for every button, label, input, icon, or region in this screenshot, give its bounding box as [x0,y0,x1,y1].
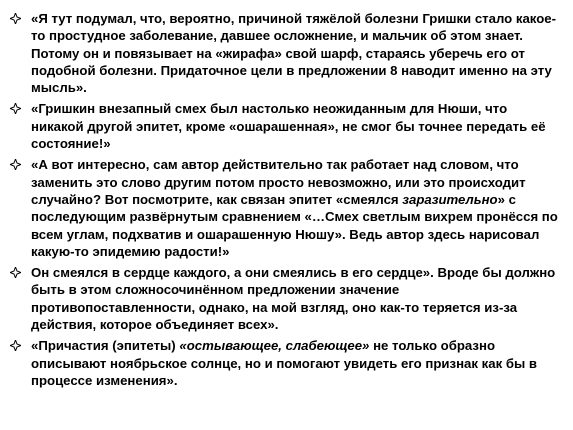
bullet-item-2 [10,100,563,152]
bullet-item-1 [10,10,563,96]
diamond-bullet-icon [10,159,21,170]
text-run: Он смеялся в сердце каждого, а они смеялись в его сердце». Вроде бы должно быть в этом сложносочинённом предложении значение противопоставленности, однако, на мой взгляд, оно как-то теряется из-за действия, которое объединяет всех». [31,265,556,333]
bullet-text [31,264,563,333]
text-run: » с последующим развёрнутым сравнением «…Смех светлым вихрем пронёсся по всем углам, подхватив и ошарашенную Нюшу». Ведь автор здесь нарисовал какую-то эпидемию радости!» [31,191,558,259]
text-run: не только образно описывают ноябрьское солнце, но и помогают увидеть его признак как бы в процессе изменения». [31,338,538,388]
bullet-text [31,337,563,389]
text-run: «А вот интересно, сам автор действительно так работает над словом, что заменить это слово другим потом просто невозможно, или это происходит случайно? Вот посмотрите, как связан эпитет «смеялся [31,157,526,207]
italic-text-run: заразительно [402,191,498,207]
bullet-item-5 [10,337,563,389]
text-run: «Я тут подумал, что, вероятно, причиной тяжёлой болезни Гришки стало какое-то простудное заболевание, давшее осложнение, и мальчик об этом знает. Потому он и повязывает на «жирафа» свой шарф, стараясь уберечь его от подобной болезни. Придаточное цели в предложении 8 наводит именно на эту мысль». [31,11,557,96]
diamond-bullet-icon [10,103,21,114]
diamond-bullet-icon [10,340,21,351]
bullet-text [31,100,563,152]
diamond-bullet-icon [10,13,21,24]
text-run: «Причастия (эпитеты) [31,338,180,354]
bullet-text [31,156,563,260]
bullet-text [31,10,563,96]
text-run: «Гришкин внезапный смех был настолько неожиданным для Нюши, что никакой другой эпитет, кроме «ошарашенная», не смог бы точнее передать её состояние!» [31,101,546,152]
italic-text-run: «остывающее, слабеющее» [179,338,370,354]
bullet-item-4 [10,264,563,333]
bullet-item-3 [10,156,563,260]
diamond-bullet-icon [10,267,21,278]
